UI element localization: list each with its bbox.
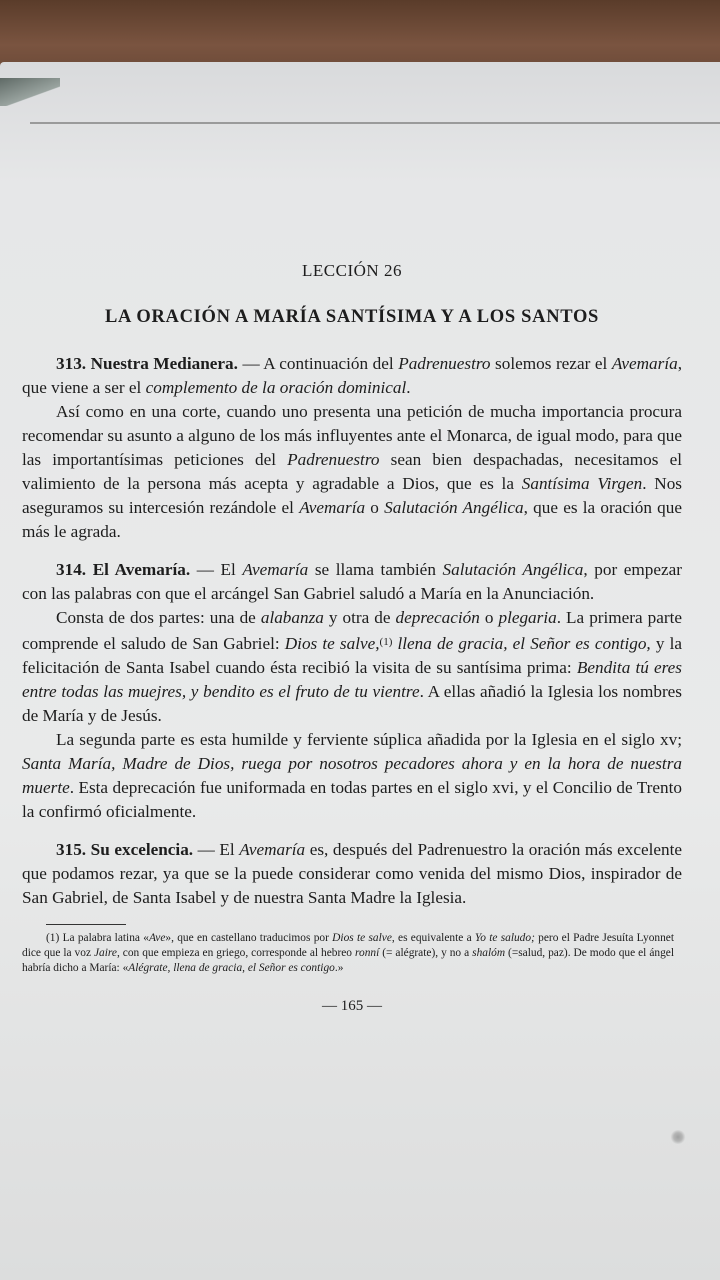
text: (1) La palabra latina «	[46, 932, 149, 944]
section-heading: Su excelencia.	[90, 840, 194, 859]
page-number: — 165 —	[322, 998, 382, 1014]
italic-text: Santa María, Madre de Dios, ruega por nosotros pecadores ahora y en la hora de nuestra muerte	[22, 754, 682, 797]
text: (= alégrate), y no a	[379, 947, 473, 959]
text: y la felicitación de Santa Isabel cuando ésta recibió la visita de su santísima prima:	[22, 634, 683, 677]
section-314-paragraph-3	[22, 728, 682, 824]
text: . Nos aseguramos su intercesión rezándole el	[22, 474, 682, 517]
section-number: 315.	[56, 840, 87, 859]
text: Consta de dos partes: una de	[56, 608, 261, 627]
text: . Esta deprecación fue uniformada en todas partes en el siglo xvi, y el Concilio de Trento la confirmó oficialmente.	[22, 778, 682, 821]
italic-text: shalóm	[472, 947, 506, 959]
italic-text: Avemaría	[239, 840, 306, 859]
text: . La primera parte comprende el saludo de San Gabriel:	[22, 608, 683, 653]
italic-text: Avemaría	[242, 560, 309, 579]
italic-text: Alégrate, llena de gracia, el Señor es contigo	[128, 962, 335, 974]
text: — A continuación del	[237, 354, 399, 373]
italic-text: Jaire	[93, 947, 117, 959]
text: — El	[193, 840, 240, 859]
italic-text: Padrenuestro	[287, 450, 380, 469]
text: (=salud, paz). De modo que el ángel habría dicho a María: «	[22, 947, 674, 974]
text: pero el Padre Jesuíta Lyonnet dice que la voz	[22, 932, 675, 959]
text: o	[479, 608, 499, 627]
text: , es equivalente a	[391, 932, 475, 944]
italic-text: Bendita tú eres entre todas las muejres, y bendito es el fruto de tu vientre	[22, 658, 682, 701]
text: Así como en una corte, cuando uno presenta una petición de mucha importancia procura recomendar su asunto a alguno de los más influyentes ante el Monarca, de igual modo, para que las importantísimas peticiones del	[22, 402, 682, 469]
italic-text: Padrenuestro	[398, 354, 491, 373]
italic-text: alabanza	[260, 608, 324, 627]
text: , por empezar con las palabras con que el arcángel San Gabriel saludó a María en la Anunciación.	[22, 560, 683, 603]
footnote-marker: (1)	[379, 636, 393, 648]
text: .	[406, 378, 411, 397]
section-heading: Nuestra Medianera.	[90, 354, 238, 373]
italic-text: Dios te salve,	[284, 634, 380, 653]
text: », que en castellano traducimos por	[165, 932, 333, 944]
section-315-paragraph-1	[22, 838, 682, 910]
section-number: 313.	[56, 354, 87, 373]
section-heading: El Avemaría.	[92, 560, 191, 579]
italic-text: llena de gracia, el Señor es contigo,	[392, 634, 651, 653]
text: .»	[334, 962, 344, 974]
text: , que viene a ser el	[22, 354, 682, 397]
page-content	[22, 256, 682, 1015]
text: se llama también	[308, 560, 443, 579]
italic-text: ronní	[354, 947, 380, 959]
page-edge-line	[30, 122, 720, 124]
text: solemos rezar el	[490, 354, 612, 373]
chapter-title: LA ORACIÓN A MARÍA SANTÍSIMA Y A LOS SANTOS	[104, 307, 600, 327]
italic-text: Salutación Angélica	[442, 560, 584, 579]
italic-text: Avemaría	[299, 498, 366, 517]
footnote-divider	[46, 924, 126, 925]
italic-text: Santísima Virgen	[521, 474, 643, 493]
section-number: 314.	[56, 560, 87, 579]
text: sean bien despachadas, necesitamos el valimiento de la persona más acepta y agradable a Dios, que es la	[22, 450, 682, 493]
italic-text: Salutación Angélica	[384, 498, 524, 517]
footnote	[22, 931, 674, 976]
paper-stain	[670, 1130, 686, 1144]
italic-text: plegaria	[498, 608, 557, 627]
italic-text: complemento de la oración dominical	[145, 378, 407, 397]
page-corner	[0, 78, 60, 106]
italic-text: Yo te saludo;	[474, 932, 535, 944]
italic-text: Ave	[148, 932, 166, 944]
section-313-paragraph-2	[22, 400, 682, 544]
text: , que es la oración que más le agrada.	[22, 498, 682, 541]
italic-text: deprecación	[395, 608, 480, 627]
text: o	[365, 498, 385, 517]
italic-text: Dios te salve	[332, 932, 392, 944]
text: , con que empieza en griego, corresponde al hebreo	[116, 947, 355, 959]
text: — El	[190, 560, 243, 579]
section-314-paragraph-1	[22, 558, 682, 606]
text: es, después del Padrenuestro la oración más excelente que podamos rezar, ya que se la puede considerar como venida del mismo Dios, inspirador de San Gabriel, de Santa Isabel y de nuestra Santa Madre la Iglesia.	[22, 840, 683, 907]
text: y otra de	[323, 608, 396, 627]
text: La segunda parte es esta humilde y ferviente súplica añadida por la Iglesia en el siglo xv;	[56, 730, 682, 749]
italic-text: Avemaría	[611, 354, 678, 373]
section-314-paragraph-2	[22, 606, 682, 728]
lesson-heading: LECCIÓN 26	[302, 261, 402, 280]
section-313-paragraph-1	[22, 352, 682, 400]
text: . A ellas añadió la Iglesia los nombres de María y de Jesús.	[22, 682, 682, 725]
